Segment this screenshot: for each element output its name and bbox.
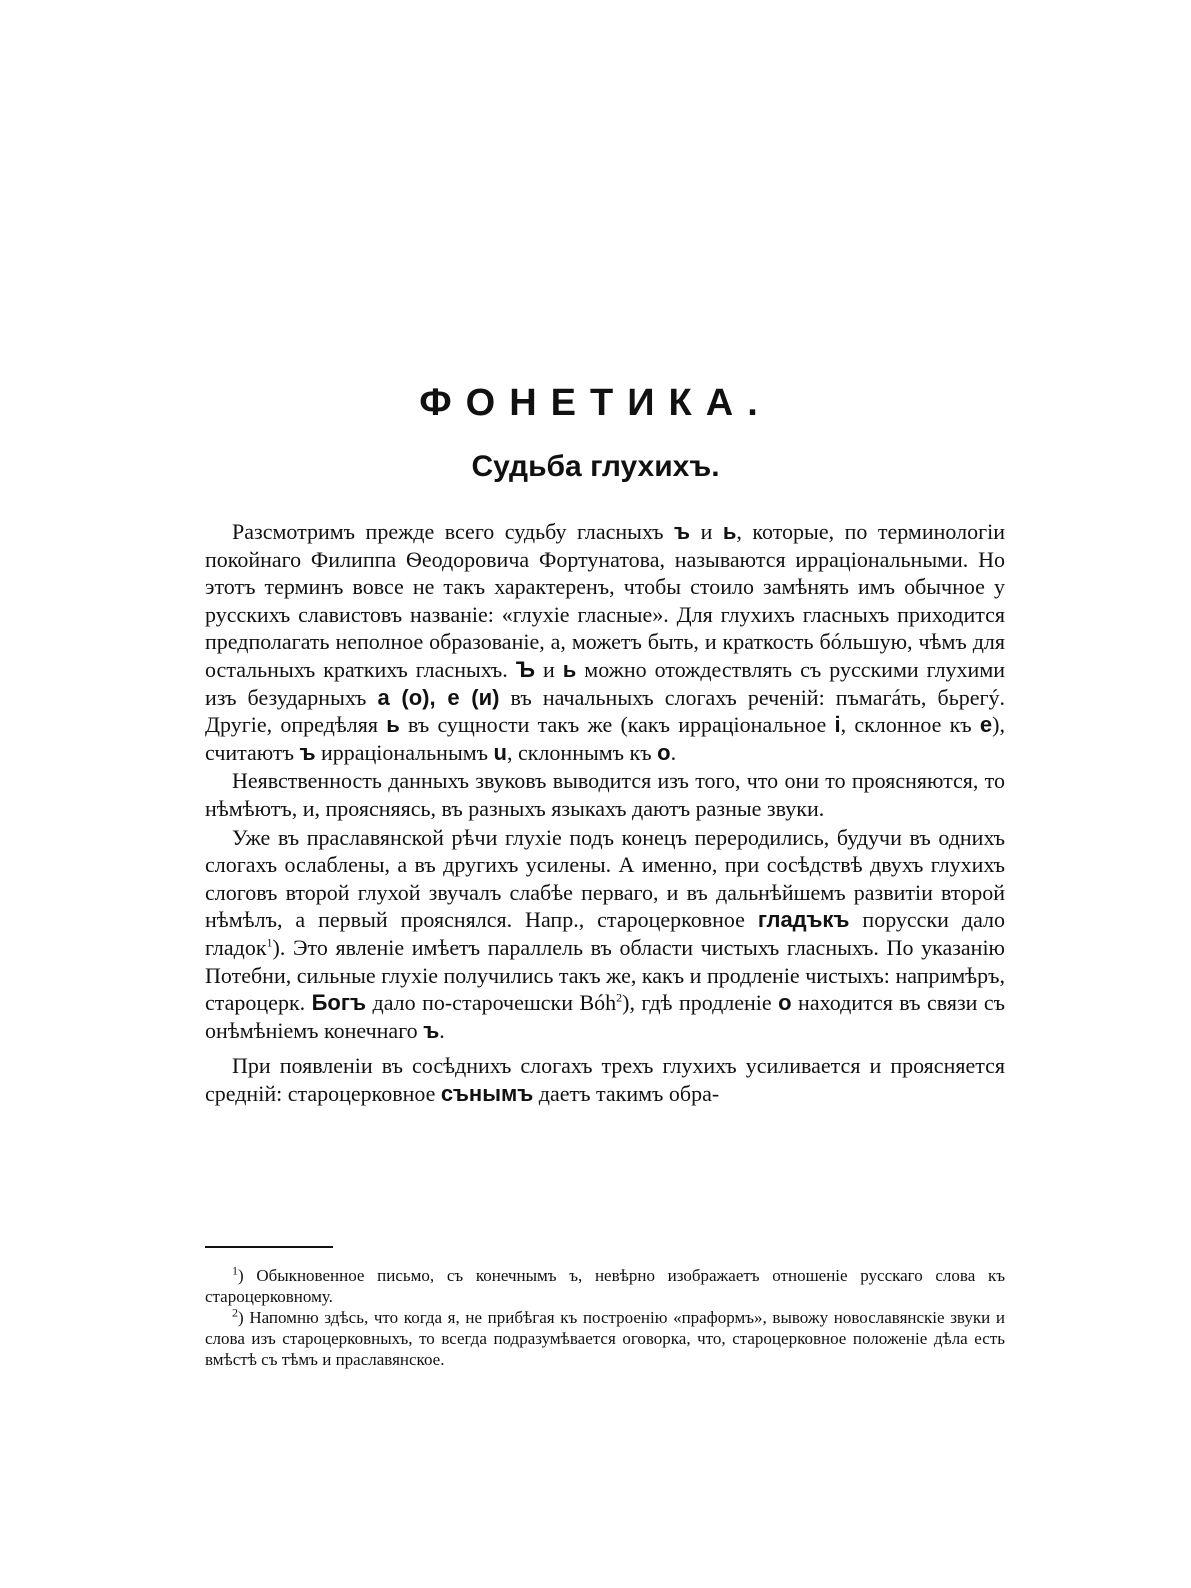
text-run: , склоннымъ къ: [506, 739, 658, 765]
paragraph-3: [205, 824, 1005, 1045]
text-run: и: [690, 519, 723, 544]
bold-letter: ь: [722, 519, 737, 544]
footnote-ref-2[interactable]: 2: [616, 990, 623, 1005]
text-run: ирраціональнымъ: [315, 739, 494, 765]
text-run: При появленіи въ сосѣднихъ слогахъ трехъ глухихъ усиливается и проясняется средній: староцерковное: [205, 1053, 1005, 1106]
text-run: ). Это явленіе имѣетъ параллель въ области чистыхъ гласныхъ. По указанію Потебни, сильные глухіе получились такъ же, какъ и продленіе чистыхъ: напримѣръ, староцерк.: [205, 934, 1005, 1016]
footnotes: [205, 1265, 1005, 1370]
paragraph-1: [205, 518, 1005, 766]
text-run: можно отождествлять съ русскими глухими изъ безударныхъ: [205, 656, 1006, 710]
bold-letter: і: [834, 712, 841, 738]
text-run: ), гдѣ продленіе: [622, 990, 779, 1016]
footnote-text: ) Напомню здѣсь, что когда я, не прибѣгая къ построенію «праформъ», вывожу новославянскіе звуки и слова изъ староцерковныхъ, то всегда подразумѣвается оговорка, что, староцерковное положеніе дѣла есть вмѣстѣ съ тѣмъ и праславянское.: [205, 1308, 1005, 1369]
text-run: въ сущности такъ же (какъ ирраціональное: [399, 712, 835, 738]
bold-letter: е: [979, 712, 993, 738]
chapter-title: ФОНЕТИКА.: [419, 382, 772, 424]
footnote-text: ) Обыкновенное письмо, съ конечнымъ ъ, невѣрно изображаетъ отношеніе русскаго слова къ староцерковному.: [205, 1266, 1005, 1306]
text-run: Разсмотримъ прежде всего судьбу гласныхъ: [232, 519, 675, 544]
bold-letters: а (о), е (и): [377, 684, 500, 710]
text-run: даетъ такимъ обра-: [533, 1080, 720, 1106]
bold-word: сънымъ: [440, 1080, 534, 1106]
bold-letter: о: [778, 990, 792, 1016]
bold-letter: Ъ: [515, 656, 535, 682]
text-run: и: [534, 656, 563, 682]
bold-letter: о: [657, 739, 671, 765]
text-run: .: [670, 739, 677, 765]
text-run: , которые, по терминологіи покойнаго Филиппа Ѳеодоровича Фортунатова, называются ирраціональными. Но этотъ терминъ вовсе не такъ характеренъ, чтобы стоило замѣнять имъ обычное у русскихъ славистовъ названіе: «глухіе гласные». Для глухихъ гласныхъ приходится предполагать неполное образованіе, а, можетъ быть, и краткость бóльшую, чѣмъ для остальныхъ краткихъ гласныхъ.: [205, 519, 1006, 682]
paragraph-4: [205, 1052, 1005, 1107]
bold-letter: ъ: [423, 1017, 440, 1043]
text-run: въ начальныхъ слогахъ реченій: пъмагáть, бьрегý. Другіе, опредѣляя: [205, 684, 1006, 738]
text-run: дало по-старочешски Bóh: [366, 990, 617, 1016]
text-run: порусски дало гладок: [205, 907, 1005, 960]
bold-letter: ъ: [299, 739, 316, 765]
text-run: .: [439, 1017, 445, 1043]
text-run: , склонное къ: [840, 712, 980, 738]
section-title: Судьба глухихъ.: [471, 450, 720, 483]
paragraph-2: Неявственность данныхъ звуковъ выводится изъ того, что они то проясняются, то нѣмѣютъ, и, проясняясь, въ разныхъ языкахъ даютъ разные звуки.: [205, 768, 1005, 821]
footnote-ref-1[interactable]: 1: [266, 935, 273, 950]
text-run: находится въ связи съ онѣмѣніемъ конечнаго: [205, 990, 1006, 1043]
footnote-mark: 2: [232, 1305, 238, 1320]
bold-letter: ъ: [674, 519, 691, 544]
footnote-mark: 1: [232, 1263, 238, 1278]
bold-letter: ь: [562, 656, 577, 682]
bold-word: гладъкъ: [757, 907, 850, 933]
body-text: [205, 518, 1005, 1107]
footnote-2: [205, 1307, 1005, 1370]
bold-letter: ь: [386, 712, 400, 738]
bold-word: Богъ: [311, 990, 367, 1016]
footnote-divider: [205, 1246, 333, 1248]
bold-letter: u: [493, 739, 507, 765]
text-run: ), считаютъ: [205, 712, 1005, 765]
footnote-1: [205, 1265, 1005, 1307]
text-run: Уже въ праславянской рѣчи глухіе подъ конецъ переродились, будучи въ однихъ слогахъ ослаблены, а въ другихъ усилены. А именно, при сосѣдствѣ двухъ глухихъ слоговъ второй глухой звучалъ слабѣе перваго, и въ дальнѣйшемъ развитіи второй нѣмѣлъ, а первый прояснялся. Напр., староцерковное: [205, 824, 1005, 933]
